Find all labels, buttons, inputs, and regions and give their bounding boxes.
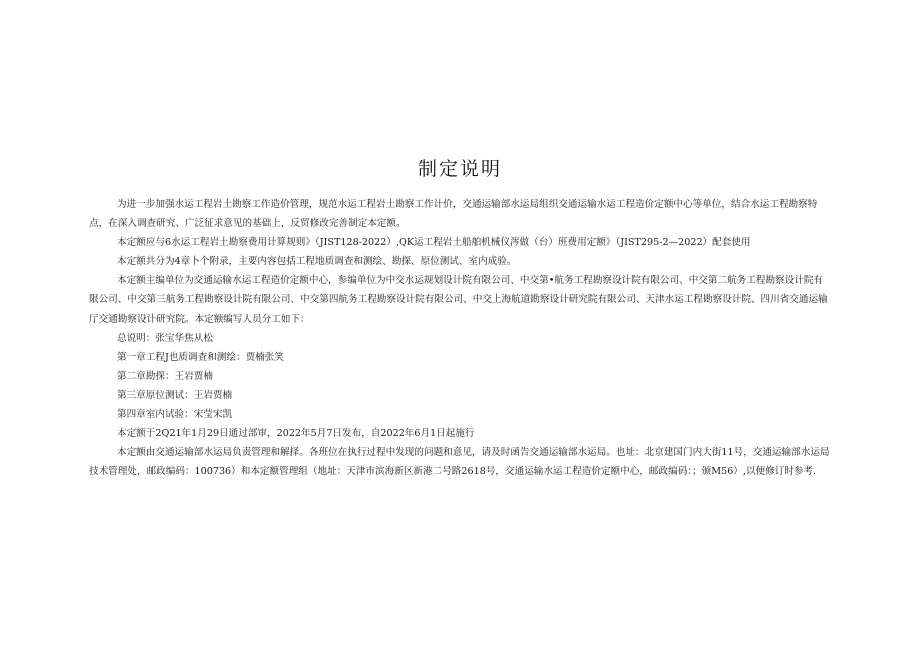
document-title: 制定说明 xyxy=(417,158,502,180)
paragraph-editing-units: 本定额主编单位为交通运输水运工程造价定额中心，参编单位为中交水运规划设计院有限公司、中交第•航务工程勘察设计院有限公司、中交第二航务工程勘察设计院有限公司、中交第三航务工程勘察设计院有限公司、中交第四航务工程勘察设计院有限公司、中交上海航道勘察设计研究院有限公司、天津水运工程勘察设计院、四川省交通运输厅交通勘察设计研究院。本定额编写人员分工如下： xyxy=(89,275,828,325)
paragraph-structure: 本定额共分为4章卜个附录，主要内容包括工程地质调查和测绘、勘探、原位测试、室内成验。 xyxy=(117,256,517,268)
paragraph-effective-date: 本定额于2Q21年1月29日通过部审，2022年5月7日发布，自2022年6月1日起施行 xyxy=(117,428,475,440)
staff-line-chapter-2: 第二章勘探：王岩贾楠 xyxy=(117,370,213,382)
staff-line-general: 总说明：张宝华焦从松 xyxy=(117,332,213,344)
paragraph-purpose: 为进一步加强水运工程岩土勘察工作造价管理，规范水运工程岩土勘察工作计价，交通运输部水运局组织交通运输水运工程造价定额中心等单位，结合水运工程勘察特点，在深入调查研究、广泛征求意见的基础上，反贸修改完善制定本定额。 xyxy=(89,199,818,230)
paragraph-related-standards: 本定额应与6水运工程岩土勘察费用计算规则》（JIST128-2022）,QK运工程岩土船舶机械仪涔做（台）班费用定额》（JIST295-2—2022）配套使用 xyxy=(117,237,751,249)
document-body xyxy=(89,195,831,481)
staff-line-chapter-1: 第一章工程J也质调查和测绘：贾楠张笑 xyxy=(117,351,284,363)
staff-line-chapter-4: 第四章室内试验：宋莹宋凯 xyxy=(117,409,233,421)
staff-line-chapter-3: 第三章原位测试：王岩贾楠 xyxy=(117,389,233,401)
paragraph-contact: 本定额由交通运输部水运局负责管理和解择。各班位在执行过程中发现的问题和意见，请及时函告交通运输部水运局。也址：北京建国门内大街11号，交通运输部水运局技术管理处，邮政编码：100736）和本定额管理组（地址：天津市滨海新区新港二号路2618号，交通运输水运工程造价定额中心，邮政编码：；颁M56）,以便修订时参考. xyxy=(89,447,830,478)
